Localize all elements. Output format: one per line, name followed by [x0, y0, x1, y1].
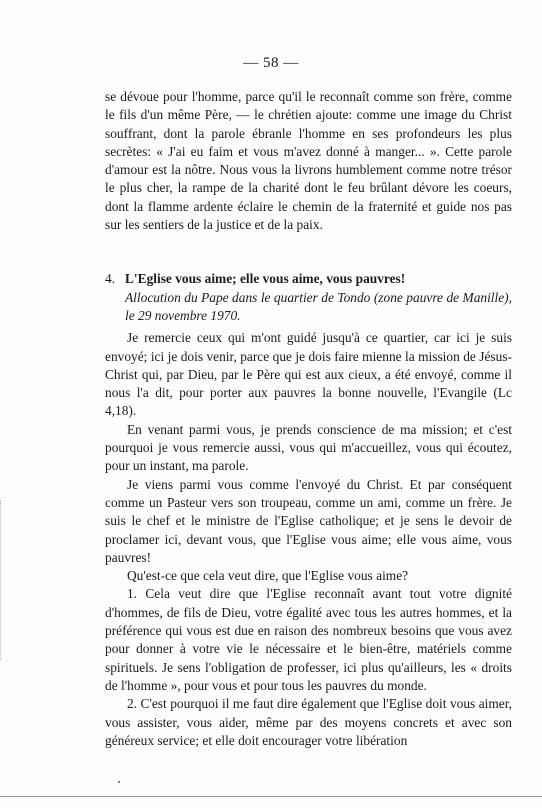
paragraph: 1. Cela veut dire que l'Eglise reconnaît avant tout votre dignité d'hommes, de fils de Dieu, votre égalité avec tous les autres hommes, et la préférence qui vous est due en raison des nombreux besoins que vous avez pour donner à votre vie le nécessaire et le bien-être, matériels comme spirituels. Je sens l'obligation de professer, ici plus qu'ailleurs, les « droits de l'homme », pour vous et pour tous les pauvres du monde.: [105, 586, 512, 693]
section-title: L'Eglise vous aime; elle vous aime, vous pauvres!: [125, 271, 406, 287]
section-caption: Allocution du Pape dans le quartier de Tondo (zone pauvre de Manille), le 29 novembre 1970.: [125, 289, 512, 323]
paragraph: Je remercie ceux qui m'ont guidé jusqu'à ce quartier, car ici je suis envoyé; ici je dois venir, parce que je dois faire mienne la mission de Jésus-Christ qui, par Dieu, par le Père qui est aux cieux, a été envoyé, comme il nous l'a dit, pour porter aux pauvres la bonne nouvelle, l'Evangile (Lc 4,18).: [105, 330, 512, 419]
section-spacer: [105, 234, 512, 270]
page-bottom-rule: [0, 796, 542, 797]
page-body: [105, 88, 512, 750]
paragraph-continuation: se dévoue pour l'homme, parce qu'il le reconnaît comme son frère, comme le fils d'un même Père, — le chrétien ajoute: comme une image du Christ souffrant, dont la parole ébranle l'homme en ses profondeurs les plus secrètes: « J'ai eu faim et vous m'avez donné à manger... ». Cette parole d'amour est la nôtre. Nous vous la livrons humblement comme notre trésor le plus cher, la rampe de la charité dont le feu brûlant dévore les coeurs, dont la flamme ardente éclaire le chemin de la fraternité et guide nos pas sur les sentiers de la justice et de la paix.: [105, 89, 512, 233]
paragraph: Qu'est-ce que cela veut dire, que l'Eglise vous aime?: [127, 568, 409, 584]
paragraph: Je viens parmi vous comme l'envoyé du Christ. Et par conséquent comme un Pasteur vers son troupeau, comme un ami, comme un frère. Je suis le chef et le ministre de l'Eglise catholique; et je sens le devoir de proclamer ici, devant vous, que l'Eglise vous aime; elle vous aime, vous pauvres!: [105, 476, 512, 565]
section-number: 4.: [105, 271, 116, 287]
section-heading: [105, 270, 512, 288]
scan-edge-line: [0, 500, 1, 660]
page-number: — 58 —: [243, 55, 299, 71]
scan-speck: [118, 781, 120, 783]
paragraph: 2. C'est pourquoi il me faut dire également que l'Eglise doit vous aimer, vous assister, vous aider, même par des moyens concrets et avec son généreux service; et elle doit encourager votre libération: [105, 696, 512, 748]
paragraph: En venant parmi vous, je prends conscience de ma mission; et c'est pourquoi je vous remercie aussi, vous qui m'accueillez, vous qui écoutez, pour un instant, ma parole.: [105, 421, 512, 474]
